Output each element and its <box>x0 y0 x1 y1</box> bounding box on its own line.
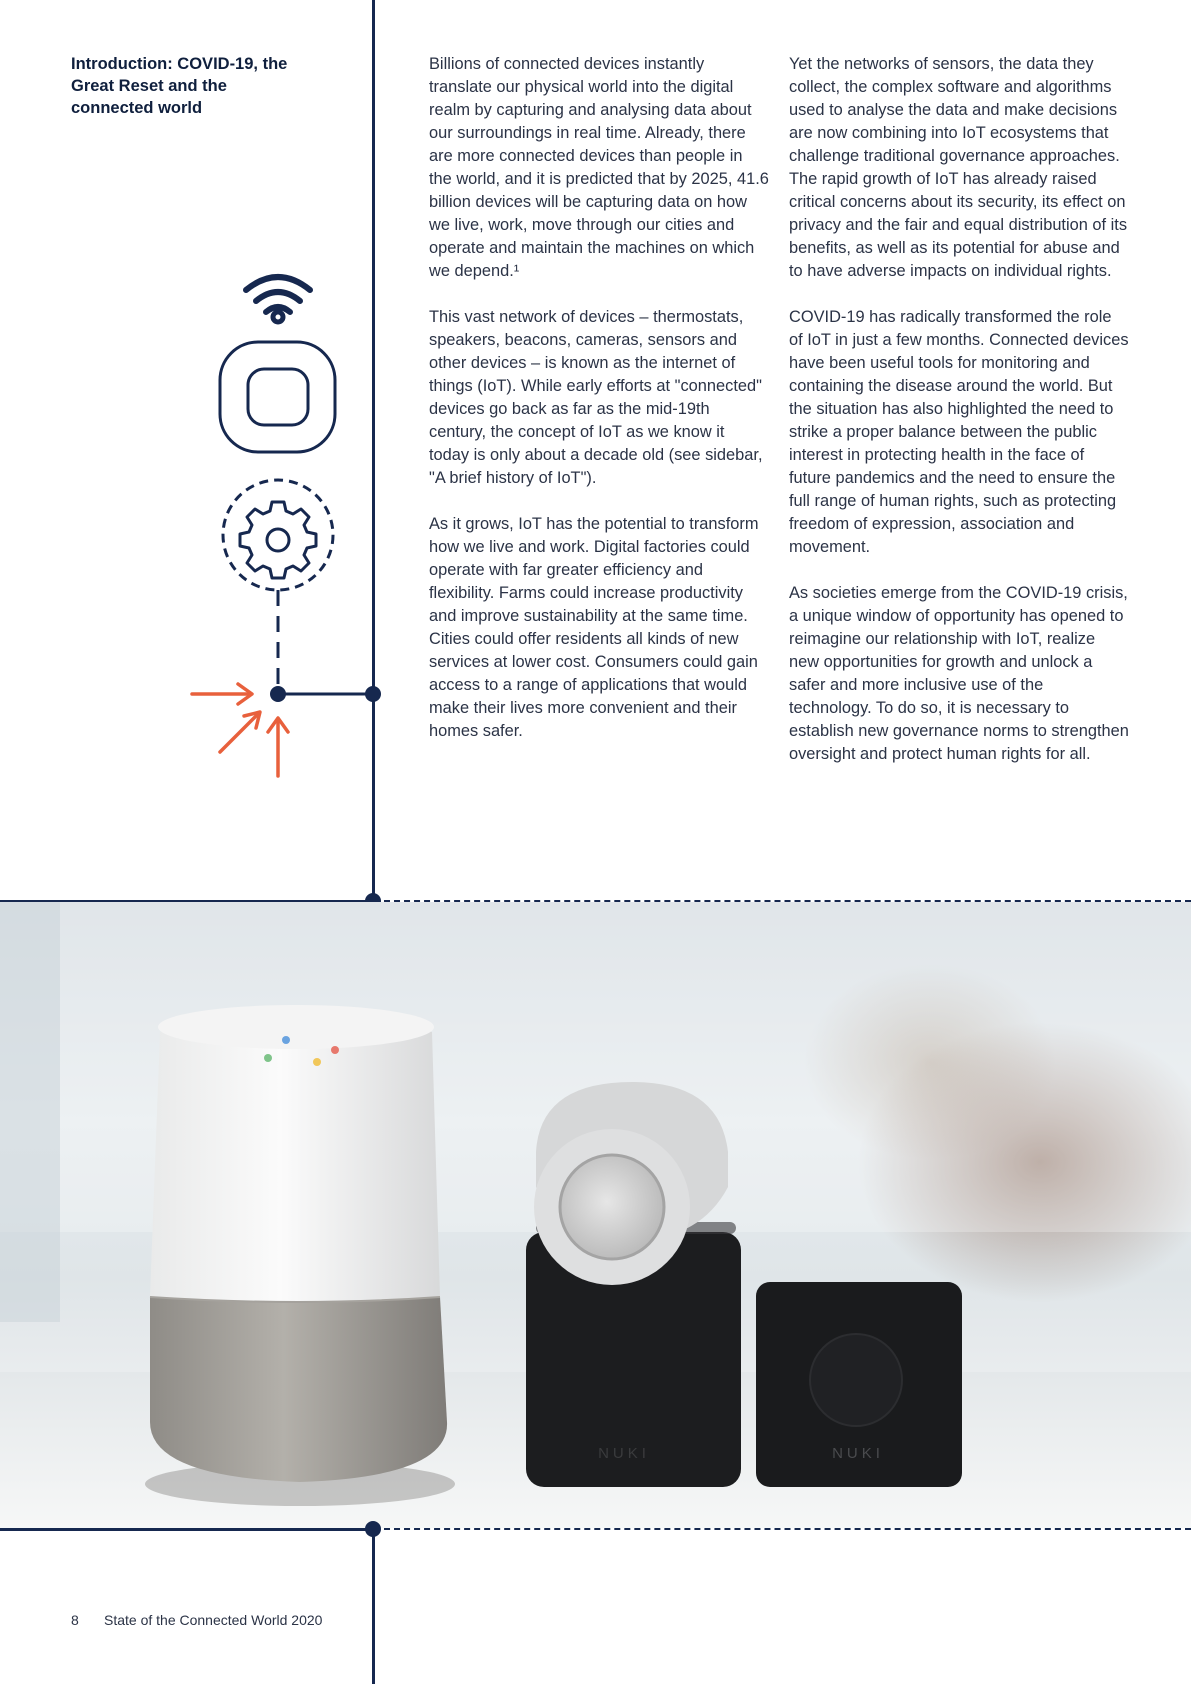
smart-lock <box>526 1082 741 1487</box>
gear-icon <box>223 480 333 590</box>
photo-bottom-dashed-rule <box>374 1528 1191 1530</box>
paragraph: This vast network of devices – thermostats, speakers, beacons, cameras, sensors and other devices – is known as the internet of things (IoT). While early efforts at "connected" devices go back as far as the mid-19th century, the concept of IoT as we know it today is only about a decade old (see sidebar, "A brief history of IoT"). <box>429 308 763 487</box>
page-number: 8 <box>71 1612 79 1628</box>
smart-bridge <box>756 1282 962 1487</box>
wifi-icon <box>246 277 310 322</box>
body-column-right <box>789 53 1129 789</box>
smart-devices-photo <box>0 902 1191 1528</box>
paragraph: Yet the networks of sensors, the data they collect, the complex software and algorithms used to analyse the data and make decisions are now combining into IoT ecosystems that challenge traditional governance approaches. The rapid growth of IoT has already raised critical concerns about its security, its effect on privacy and the fair and equal distribution of its benefits, as well as its potential for abuse and to have adverse impacts on individual rights. <box>789 55 1128 280</box>
photo-bottom-node <box>365 1521 381 1537</box>
publication-title: State of the Connected World 2020 <box>104 1612 323 1628</box>
body-column-left <box>429 53 769 766</box>
paragraph: COVID-19 has radically transformed the role of IoT in just a few months. Connected devices have been useful tools for monitoring and containing the disease around the world. But the situation has also highlighted the need to strike a proper balance between the public interest in protecting health in the face of future pandemics and the need to ensure the full range of human rights, such as protecting freedom of expression, association and movement. <box>789 308 1129 556</box>
paragraph: As societies emerge from the COVID-19 crisis, a unique window of opportunity has opened to reimagine our relationship with IoT, realize new opportunities for growth and unlock a safer and more inclusive use of the technology. To do so, it is necessary to establish new governance norms to strengthen oversight and protect human rights for all. <box>789 584 1129 763</box>
device-icon <box>220 342 335 452</box>
photo-drawing <box>0 902 1191 1528</box>
smart-speaker <box>145 1005 455 1506</box>
iot-illustration <box>180 270 390 790</box>
paragraph: Billions of connected devices instantly translate our physical world into the digital realm by capturing and analysing data about our surroundings in real time. Already, there are more connected devices than people in the world, and it is predicted that by 2025, 41.6 billion devices will be capturing data on how we live, work, move through our cities and operate and maintain the machines on which we depend.¹ <box>429 55 769 280</box>
photo-bottom-rule <box>0 1528 374 1531</box>
divider-node <box>365 686 381 702</box>
lock-brand-text: NUKI <box>598 1445 650 1462</box>
paragraph: As it grows, IoT has the potential to transform how we live and work. Digital factories could operate with far greater efficiency and flexibility. Farms could increase productivity and improve sustainability at the same time. Cities could offer residents all kinds of new services at lower cost. Consumers could gain access to a range of applications that would make their lives more convenient and their homes safer. <box>429 515 759 740</box>
section-title: Introduction: COVID-19, the Great Reset and the connected world <box>71 55 288 117</box>
bridge-brand-text: NUKI <box>832 1445 884 1462</box>
